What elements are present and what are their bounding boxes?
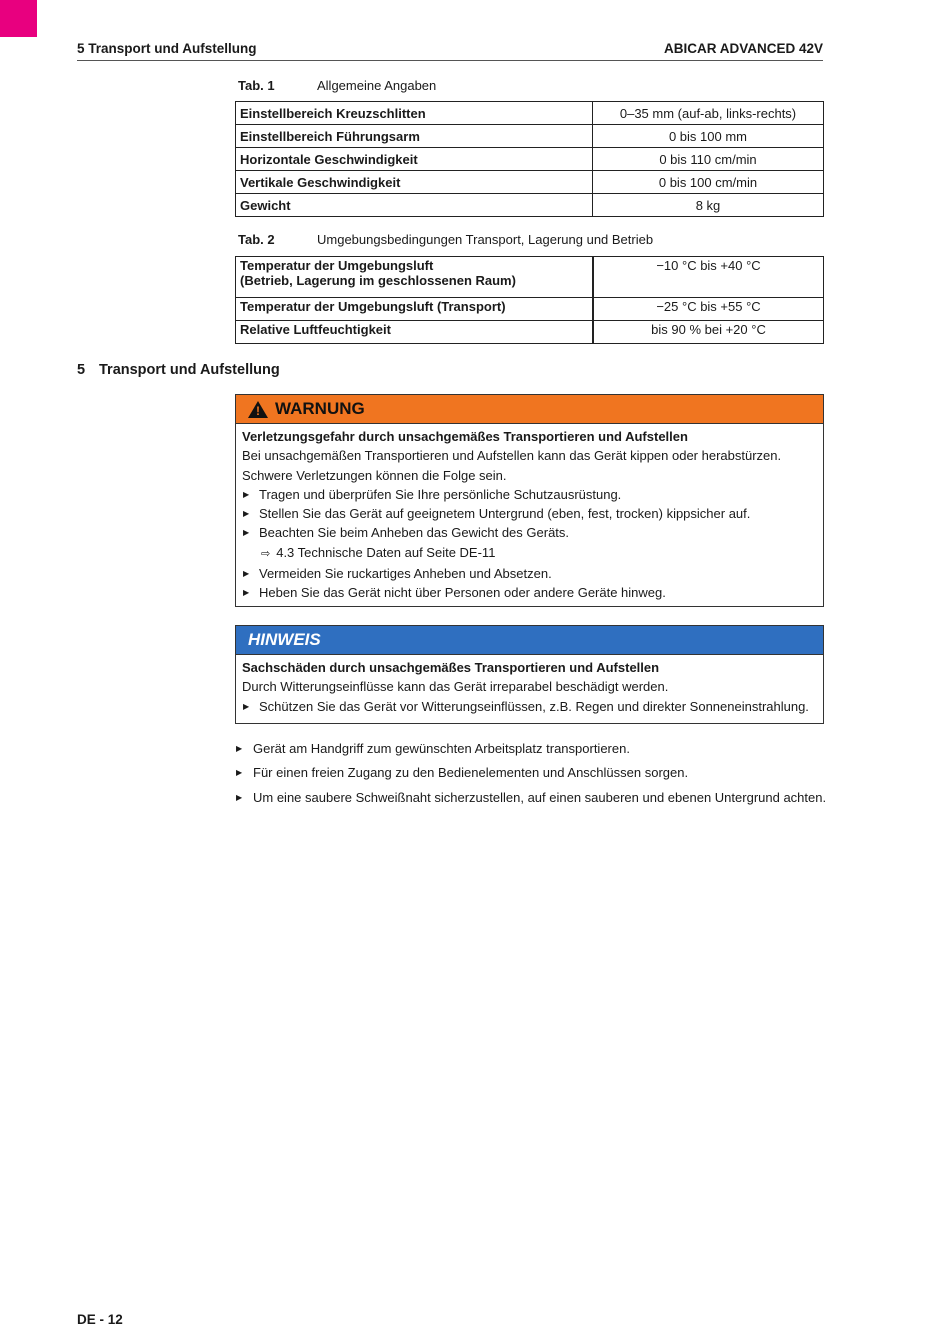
section-title: Transport und Aufstellung xyxy=(99,362,280,378)
arrow-right-icon: ⇨ xyxy=(261,547,271,560)
table-key-line1: Temperatur der Umgebungsluft xyxy=(240,258,434,273)
table2-title: Umgebungsbedingungen Transport, Lagerung und Betrieb xyxy=(317,232,654,247)
table-key: Gewicht xyxy=(236,194,593,217)
running-header-product: ABICAR ADVANCED 42V xyxy=(663,41,823,56)
running-header-section: 5 Transport und Aufstellung xyxy=(77,41,257,56)
step-item: ▶ Für einen freien Zugang zu den Bedienelementen und Anschlüssen sorgen. xyxy=(235,763,826,787)
cross-reference-link[interactable] xyxy=(242,543,817,564)
step-item: ▶ Um eine saubere Schweißnaht sicherzustellen, auf einen sauberen und ebenen Untergrund achten. xyxy=(235,788,826,812)
table-key: Einstellbereich Kreuzschlitten xyxy=(236,102,593,125)
section-number: 5 xyxy=(77,362,86,378)
page-number: DE - 12 xyxy=(77,1312,123,1327)
hint-title: Sachschäden durch unsachgemäßes Transportieren und Aufstellen xyxy=(242,660,660,675)
table-value: 0–35 mm (auf-ab, links-rechts) xyxy=(593,102,824,125)
table-row xyxy=(236,321,824,344)
table1-number: Tab. 1 xyxy=(238,78,275,93)
table1-title: Allgemeine Angaben xyxy=(317,78,437,93)
table-key xyxy=(236,257,594,298)
table-key: Horizontale Geschwindigkeit xyxy=(236,148,593,171)
table-row xyxy=(236,148,824,171)
table-key: Vertikale Geschwindigkeit xyxy=(236,171,593,194)
step-item: ▶ Gerät am Handgriff zum gewünschten Arbeitsplatz transportieren. xyxy=(235,739,826,763)
hint-body xyxy=(236,655,823,716)
cross-reference-text: 4.3 Technische Daten auf Seite DE-11 xyxy=(276,544,496,560)
hint-header xyxy=(236,626,823,655)
corner-color-mark xyxy=(0,0,37,37)
table-row xyxy=(236,102,824,125)
warning-title: Verletzungsgefahr durch unsachgemäßes Transportieren und Aufstellen xyxy=(242,429,688,444)
warning-triangle-icon xyxy=(248,401,268,418)
warning-item: ▶ Tragen und überprüfen Sie Ihre persönliche Schutzausrüstung. xyxy=(242,485,817,504)
warning-text: Bei unsachgemäßen Transportieren und Aufstellen kann das Gerät kippen oder herabstürzen. Schwere Verletzungen können die Folge sein. xyxy=(242,448,782,483)
table-value: 0 bis 110 cm/min xyxy=(593,148,824,171)
warning-item: ▶ Beachten Sie beim Anheben das Gewicht des Geräts. xyxy=(242,523,817,542)
table-value: 0 bis 100 cm/min xyxy=(593,171,824,194)
table-value: 0 bis 100 mm xyxy=(593,125,824,148)
warning-item: ▶ Stellen Sie das Gerät auf geeignetem Untergrund (eben, fest, trocken) kippsicher auf. xyxy=(242,504,817,523)
table-value: 8 kg xyxy=(593,194,824,217)
table-value: −25 °C bis +55 °C xyxy=(593,298,824,321)
hint-label: HINWEIS xyxy=(248,630,321,649)
warning-label: WARNUNG xyxy=(275,399,365,418)
warning-item: ▶ Heben Sie das Gerät nicht über Personen oder andere Geräte hinweg. xyxy=(242,583,817,602)
table-key-line2: (Betrieb, Lagerung im geschlossenen Raum) xyxy=(240,273,516,288)
warning-header xyxy=(236,395,823,424)
environment-conditions-table xyxy=(235,256,824,344)
table2-number: Tab. 2 xyxy=(238,232,275,247)
hint-item: ▶ Schützen Sie das Gerät vor Witterungseinflüssen, z.B. Regen und direkter Sonneneinstrahlung. xyxy=(242,697,817,716)
section-heading xyxy=(77,362,280,378)
table-key: Temperatur der Umgebungsluft (Transport) xyxy=(236,298,594,321)
table-row xyxy=(236,257,824,298)
table-row xyxy=(236,194,824,217)
header-rule xyxy=(77,60,823,61)
warning-item: ▶ Vermeiden Sie ruckartiges Anheben und Absetzen. xyxy=(242,564,817,583)
hint-box xyxy=(235,625,824,724)
table-row xyxy=(236,125,824,148)
warning-box xyxy=(235,394,824,607)
table-value: −10 °C bis +40 °C xyxy=(593,257,824,298)
table-row xyxy=(236,298,824,321)
table-key: Einstellbereich Führungsarm xyxy=(236,125,593,148)
instruction-steps xyxy=(235,739,826,812)
hint-text: Durch Witterungseinflüsse kann das Gerät irreparabel beschädigt werden. xyxy=(242,679,669,695)
warning-body xyxy=(236,424,823,603)
table-key: Relative Luftfeuchtigkeit xyxy=(236,321,594,344)
table-row xyxy=(236,171,824,194)
table2-caption xyxy=(238,232,653,247)
general-data-table xyxy=(235,101,824,217)
table-value: bis 90 % bei +20 °C xyxy=(593,321,824,344)
table1-caption xyxy=(238,78,436,93)
